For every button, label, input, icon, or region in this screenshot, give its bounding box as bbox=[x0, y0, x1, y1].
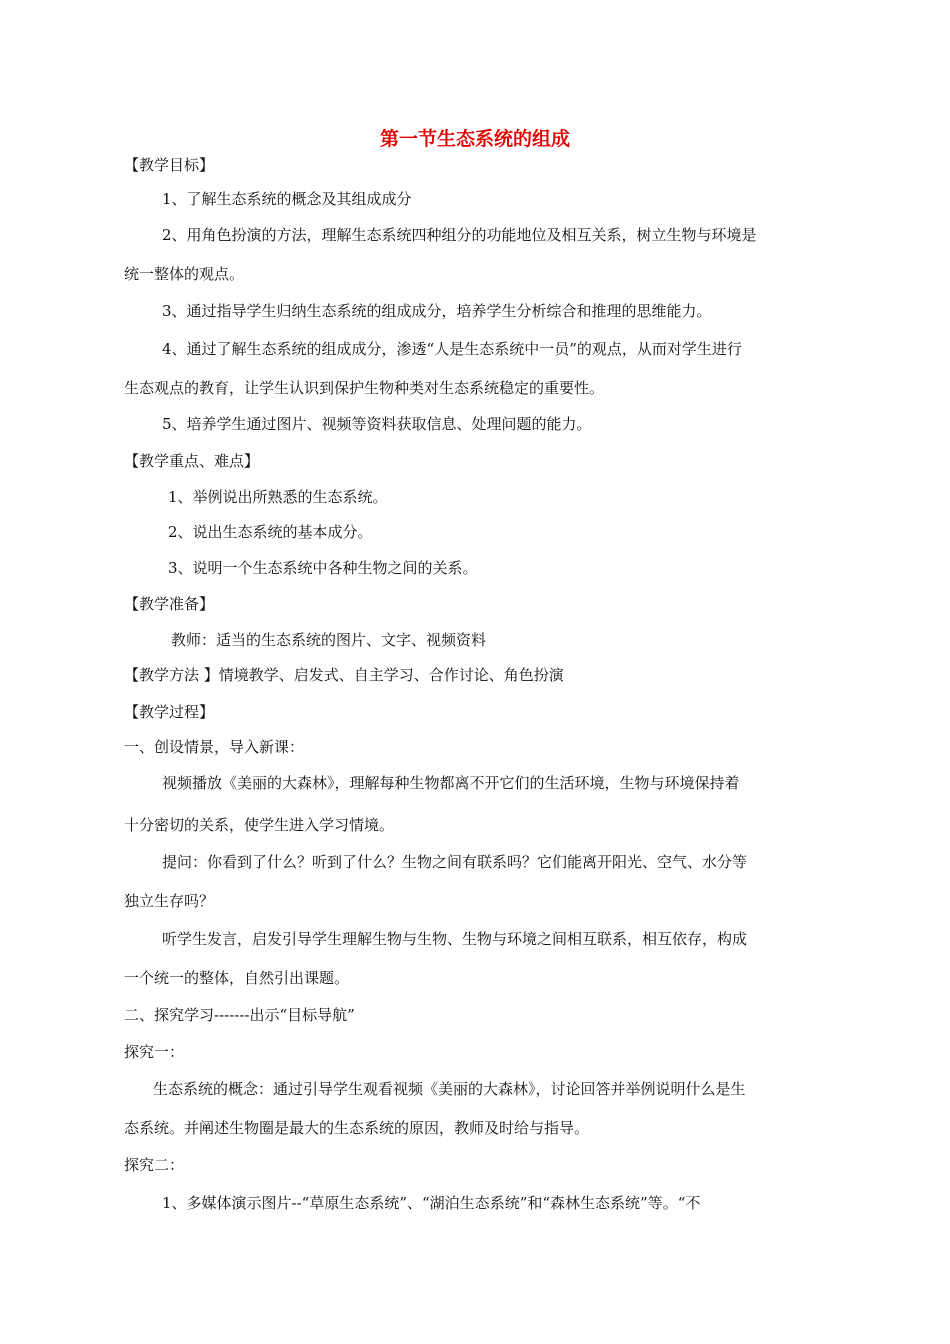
para-2-line-1: 提问：你看到了什么？听到了什么？生物之间有联系吗？它们能离开阳光、空气、水分等 bbox=[162, 853, 748, 871]
explore-1-line-2: 态系统。并阐述生物圈是最大的生态系统的原因，教师及时给与指导。 bbox=[124, 1119, 590, 1137]
section-1-title: 一、创设情景，导入新课： bbox=[124, 738, 305, 756]
explore-1-line-1: 生态系统的概念：通过引导学生观看视频《美丽的大森林》，讨论回答并举例说明什么是生 bbox=[153, 1080, 746, 1098]
method-line bbox=[124, 665, 564, 685]
explore-1-title: 探究一： bbox=[124, 1043, 185, 1061]
method-heading: 【教学方法 】 bbox=[124, 666, 219, 684]
page-title: 第一节生态系统的组成 bbox=[379, 128, 570, 150]
goals-heading: 【教学目标】 bbox=[124, 156, 215, 174]
goal-2-line-2: 统一整体的观点。 bbox=[124, 265, 245, 283]
section-2-title: 二、探究学习-------出示“目标导航” bbox=[124, 1006, 355, 1024]
goal-1: 1、了解生态系统的概念及其组成成分 bbox=[162, 190, 412, 208]
goal-2-line-1: 2、用角色扮演的方法，理解生态系统四种组分的功能地位及相互关系，树立生物与环境是 bbox=[162, 226, 757, 244]
para-3-line-2: 一个统一的整体，自然引出课题。 bbox=[124, 969, 350, 987]
method-text: 情境教学、启发式、自主学习、合作讨论、角色扮演 bbox=[218, 666, 564, 684]
key-1: 1、举例说出所熟悉的生态系统。 bbox=[168, 488, 388, 506]
para-2-line-2: 独立生存吗？ bbox=[124, 892, 215, 910]
key-3: 3、说明一个生态系统中各种生物之间的关系。 bbox=[168, 559, 478, 577]
key-2: 2、说出生态系统的基本成分。 bbox=[168, 523, 373, 541]
para-1-line-1: 视频播放《美丽的大森林》，理解每种生物都离不开它们的生活环境，生物与环境保持着 bbox=[162, 774, 740, 792]
prep-teacher: 教师：适当的生态系统的图片、文字、视频资料 bbox=[171, 631, 487, 649]
explore-2-line-1: 1、多媒体演示图片--“草原生态系统”、“湖泊生态系统”和“森林生态系统”等。“不 bbox=[162, 1194, 701, 1212]
key-heading: 【教学重点、难点】 bbox=[124, 452, 260, 470]
goal-5: 5、培养学生通过图片、视频等资料获取信息、处理问题的能力。 bbox=[162, 415, 592, 433]
prep-heading: 【教学准备】 bbox=[124, 595, 215, 613]
goal-3: 3、通过指导学生归纳生态系统的组成成分，培养学生分析综合和推理的思维能力。 bbox=[162, 302, 712, 320]
goal-4-line-1: 4、通过了解生态系统的组成成分，渗透“人是生态系统中一员”的观点，从而对学生进行 bbox=[162, 340, 742, 358]
process-heading: 【教学过程】 bbox=[124, 703, 215, 721]
para-3-line-1: 听学生发言，启发引导学生理解生物与生物、生物与环境之间相互联系，相互依存，构成 bbox=[162, 930, 748, 948]
goal-4-line-2: 生态观点的教育，让学生认识到保护生物种类对生态系统稳定的重要性。 bbox=[124, 379, 605, 397]
explore-2-title: 探究二： bbox=[124, 1156, 185, 1174]
para-1-line-2: 十分密切的关系，使学生进入学习情境。 bbox=[124, 816, 395, 834]
